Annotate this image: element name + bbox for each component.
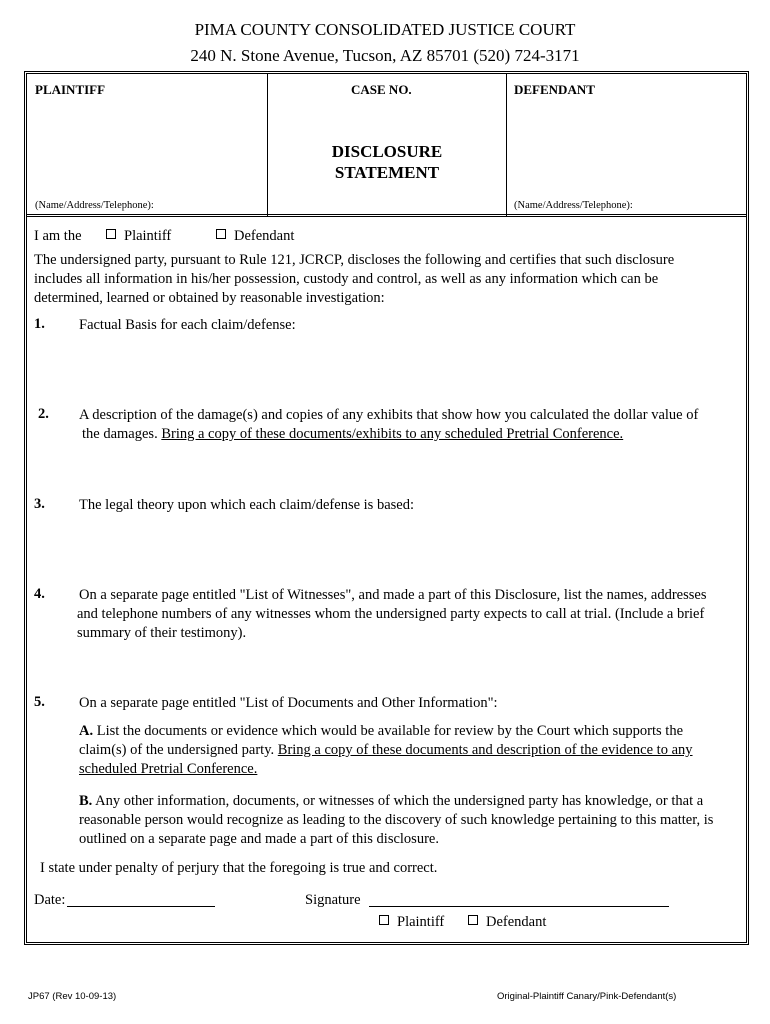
- signature-label: Signature: [305, 892, 361, 908]
- plaintiff-option-label: Plaintiff: [124, 228, 172, 244]
- item-5b-line1: [79, 792, 703, 811]
- item-5b-line2: reasonable person would recognize as leading to the discovery of such knowledge pertaining to this matter, is: [79, 812, 714, 828]
- plaintiff-label: PLAINTIFF: [35, 82, 106, 97]
- item-1-text: Factual Basis for each claim/defense:: [79, 317, 296, 333]
- case-no-field[interactable]: [273, 100, 499, 136]
- intro-line3: determined, learned or obtained by reasonable investigation:: [34, 290, 385, 306]
- defendant-checkbox[interactable]: [216, 229, 226, 239]
- caption-divider-right: [506, 74, 507, 216]
- item-4-number: 4.: [34, 586, 45, 602]
- item-5b-line1-text: Any other information, documents, or witnesses of which the undersigned party has knowledge, or that a: [92, 793, 704, 809]
- perjury-statement: I state under penalty of perjury that the foregoing is true and correct.: [40, 860, 438, 876]
- defendant-label: DEFENDANT: [514, 82, 595, 97]
- intro-line1: The undersigned party, pursuant to Rule 121, JCRCP, discloses the following and certifies that such disclosure: [34, 252, 675, 268]
- item-5a-line3: scheduled Pretrial Conference.: [79, 761, 258, 777]
- item-4-line1: On a separate page entitled "List of Witnesses", and made a part of this Disclosure, list the names, addresses: [79, 587, 707, 603]
- signer-defendant-checkbox[interactable]: [468, 915, 478, 925]
- item-5b-label: B.: [79, 793, 93, 809]
- copy-distribution: Original-Plaintiff Canary/Pink-Defendant(s): [497, 991, 677, 1002]
- item-2-line1: A description of the damage(s) and copies of any exhibits that show how you calculated the dollar value of: [79, 407, 699, 423]
- form-title-line1: DISCLOSURE: [331, 142, 443, 161]
- item-1-number: 1.: [34, 316, 45, 332]
- case-no-label: CASE NO.: [351, 82, 412, 97]
- court-address: 240 N. Stone Avenue, Tucson, AZ 85701 (520) 724-3171: [190, 46, 580, 65]
- intro-line2: includes all information in his/her possession, custody and control, as well as any information which can be: [34, 271, 659, 287]
- item-2-number: 2.: [38, 406, 49, 422]
- defendant-info-field[interactable]: [514, 104, 740, 196]
- caption-bottom-rule: [27, 214, 746, 217]
- item-2-instruction: Bring a copy of these documents/exhibits to any scheduled Pretrial Conference.: [161, 426, 624, 442]
- signer-plaintiff-label: Plaintiff: [397, 914, 445, 930]
- item-5a-line2-plain: claim(s) of the undersigned party.: [79, 742, 278, 758]
- item-5b-line3: outlined on a separate page and made a part of this disclosure.: [79, 831, 439, 847]
- signature-field[interactable]: [369, 893, 669, 907]
- form-title-line2: STATEMENT: [334, 163, 440, 182]
- item-3-text: The legal theory upon which each claim/defense is based:: [79, 497, 414, 513]
- i-am-the-label: I am the: [34, 228, 82, 244]
- item-4-line2: and telephone numbers of any witnesses whom the undersigned party expects to call at trial. (Include a brief: [77, 606, 705, 622]
- defendant-sub-label: (Name/Address/Telephone):: [514, 200, 633, 211]
- defendant-option-label: Defendant: [234, 228, 295, 244]
- item-1-answer-area[interactable]: [79, 338, 729, 398]
- item-3-answer-area[interactable]: [79, 518, 729, 580]
- item-5a-line1-text: List the documents or evidence which would be available for review by the Court which supports the: [93, 723, 684, 739]
- plaintiff-sub-label: (Name/Address/Telephone):: [35, 200, 154, 211]
- party-defendant-option[interactable]: [216, 227, 294, 246]
- item-3-number: 3.: [34, 496, 45, 512]
- item-5a-line1: [79, 722, 683, 741]
- plaintiff-checkbox[interactable]: [106, 229, 116, 239]
- date-field[interactable]: [67, 893, 215, 907]
- date-label: Date:: [34, 892, 66, 908]
- item-4-line3: summary of their testimony).: [77, 625, 247, 641]
- signer-defendant-label: Defendant: [486, 914, 547, 930]
- signer-plaintiff-checkbox[interactable]: [379, 915, 389, 925]
- item-5a-label: A.: [79, 723, 94, 739]
- caption-row: [27, 74, 746, 216]
- item-2-line2: [82, 425, 623, 444]
- form-id: JP67 (Rev 10-09-13): [28, 991, 117, 1002]
- item-5a-instruction: Bring a copy of these documents and description of the evidence to any: [277, 742, 693, 758]
- signer-plaintiff-option[interactable]: [379, 913, 444, 932]
- item-5a-line2: [79, 741, 693, 760]
- item-5-number: 5.: [34, 694, 45, 710]
- court-name: PIMA COUNTY CONSOLIDATED JUSTICE COURT: [194, 20, 576, 39]
- item-2-line2-plain: the damages.: [82, 426, 162, 442]
- party-plaintiff-option[interactable]: [106, 227, 171, 246]
- item-5-text: On a separate page entitled "List of Documents and Other Information":: [79, 695, 498, 711]
- plaintiff-info-field[interactable]: [35, 104, 261, 196]
- signer-defendant-option[interactable]: [468, 913, 546, 932]
- item-2-answer-area[interactable]: [79, 448, 729, 490]
